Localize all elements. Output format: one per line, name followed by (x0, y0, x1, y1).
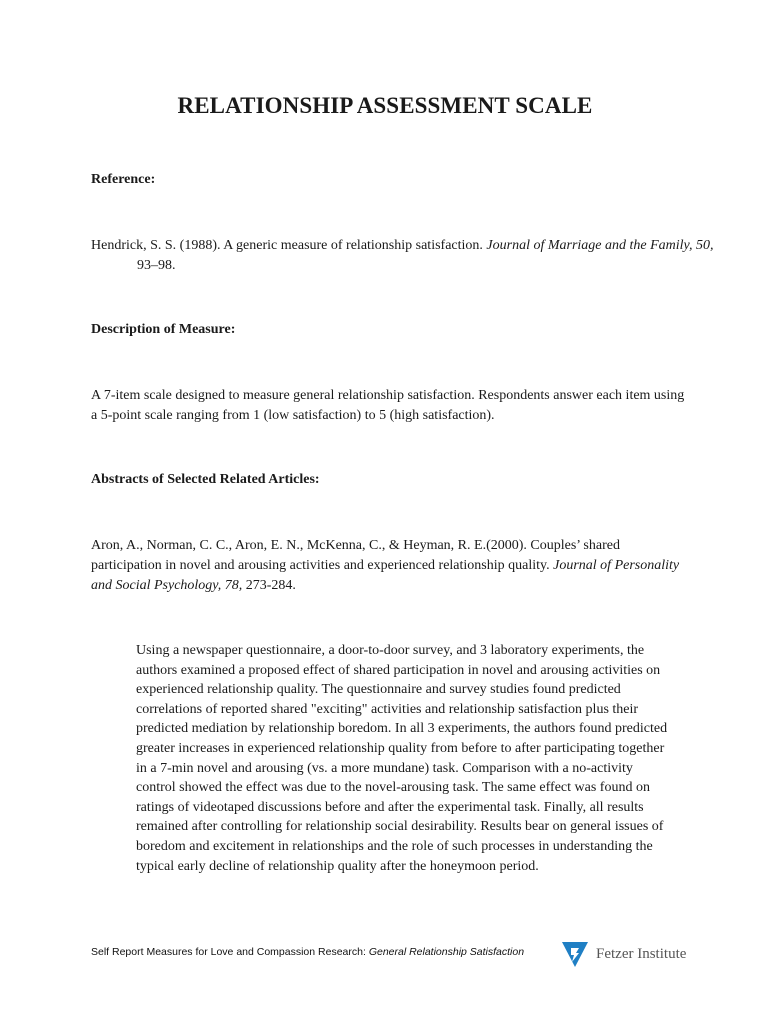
article-citation (91, 536, 691, 596)
description-text: A 7-item scale designed to measure general relationship satisfaction. Respondents answer each item using a 5-point scale ranging from 1 (low satisfaction) to 5 (high satisfaction). (91, 388, 685, 423)
reference-journal: Journal of Marriage and the Family, 50, (486, 238, 714, 253)
abstracts-heading: Abstracts of Selected Related Articles: (91, 472, 320, 487)
footer-caption (91, 946, 524, 958)
footer-caption-topic: General Relationship Satisfaction (368, 946, 525, 958)
article-abstract: Using a newspaper questionnaire, a door-to-door survey, and 3 laboratory experiments, the authors examined a proposed effect of shared participation in novel and arousing activities on experienced relationship quality. The questionnaire and survey studies found predicted correlations of reported shared "exciting" activities and relationship satisfaction plus their predicted mediation by relationship boredom. In all 3 experiments, the authors found predicted greater increases in experienced relationship quality from before to after participating together in a 7-min novel and arousing (vs. a more mundane) task. Comparison with a no-activity control showed the effect was due to the novel-arousing task. The same effect was found on ratings of videotaped discussions before and after the experimental task. Finally, all results remained after controlling for relationship social desirability. Results bear on general issues of boredom and excitement in relationships and the role of such processes in understanding the typical early decline of relationship quality after the honeymoon period. (136, 643, 668, 874)
fetzer-logo-text: Fetzer Institute (596, 945, 687, 962)
article-pages: 273-284. (242, 578, 296, 593)
reference-citation-text: Hendrick, S. S. (1988). A generic measure of relationship satisfaction. (91, 238, 487, 253)
description-heading: Description of Measure: (91, 322, 236, 337)
reference-pages: 93–98. (137, 258, 176, 273)
article-citation-text: Aron, A., Norman, C. C., Aron, E. N., McKenna, C., & Heyman, R. E.(2000). Couples’ shared participation in novel and arousing activities and experienced relationship quality. (91, 538, 620, 573)
fetzer-logo (562, 940, 686, 968)
reference-citation (91, 236, 727, 276)
footer-caption-text: Self Report Measures for Love and Compassion Research: (91, 946, 369, 958)
reference-heading: Reference: (91, 172, 156, 187)
document-title: RELATIONSHIP ASSESSMENT SCALE (177, 93, 593, 118)
fetzer-logo-icon (562, 940, 588, 968)
article-journal: Journal of Personality and Social Psychology, 78, (91, 558, 680, 593)
